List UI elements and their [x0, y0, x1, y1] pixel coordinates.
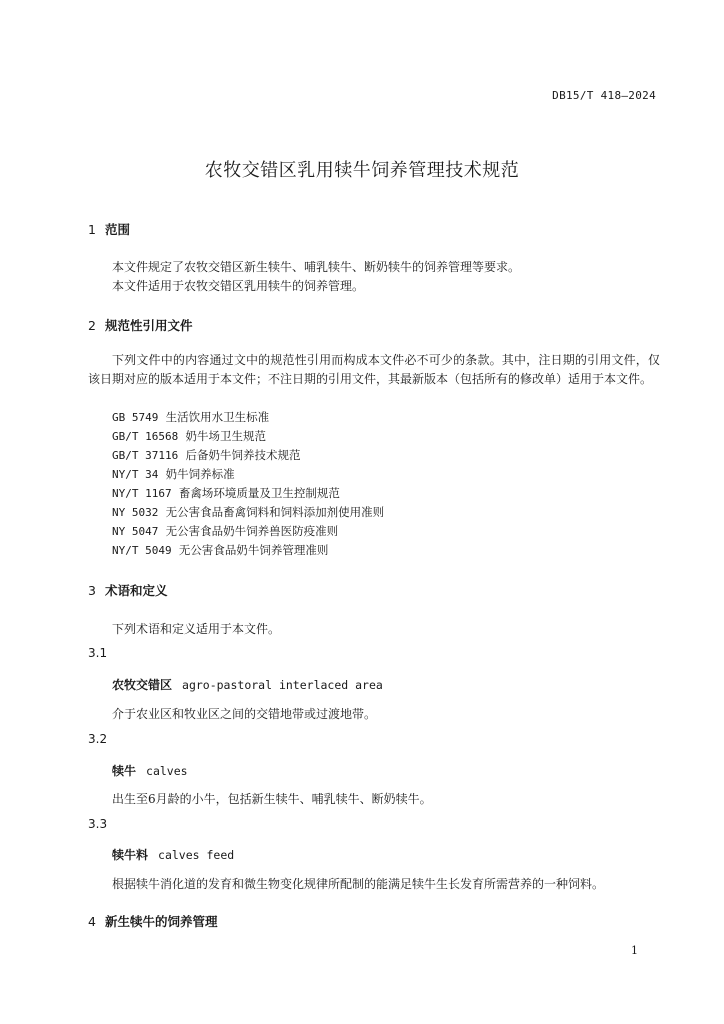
paragraph: 下列术语和定义适用于本文件。 [112, 622, 281, 636]
reference-name: 生活饮用水卫生标准 [165, 410, 270, 424]
reference-code: GB/T 16568 [112, 430, 179, 443]
term-zh: 农牧交错区 [112, 678, 173, 692]
reference-code: NY/T 34 [112, 468, 159, 481]
section-number: 1 [88, 222, 96, 237]
term-entry [112, 762, 188, 779]
section-title: 规范性引用文件 [105, 318, 193, 333]
term-entry [112, 846, 234, 863]
reference-name: 畜禽场环境质量及卫生控制规范 [178, 486, 340, 500]
reference-name: 后备奶牛饲养技术规范 [185, 448, 301, 462]
section-number: 4 [88, 914, 96, 929]
section-title: 范围 [105, 222, 131, 237]
term-definition: 出生至6月龄的小牛，包括新生犊牛、哺乳犊牛、断奶犊牛。 [112, 792, 432, 806]
reference-item [112, 504, 384, 520]
paragraph: 本文件适用于农牧交错区乳用犊牛的饲养管理。 [112, 279, 365, 293]
clause-number: 3.2 [88, 732, 108, 746]
section-heading-scope [88, 220, 130, 238]
section-number: 3 [88, 583, 96, 598]
section-heading-terms-and-definitions [88, 581, 168, 599]
standard-number: DB15/T 418—2024 [552, 89, 656, 102]
reference-item [112, 428, 266, 444]
reference-item [112, 542, 328, 558]
section-title: 术语和定义 [105, 583, 168, 598]
reference-code: NY/T 5049 [112, 544, 172, 557]
reference-item [112, 409, 269, 425]
reference-name: 奶牛饲养标准 [165, 467, 235, 481]
reference-item [112, 523, 338, 539]
clause-number: 3.1 [88, 646, 108, 660]
reference-name: 无公害食品奶牛饲养兽医防疫准则 [165, 524, 339, 538]
term-definition: 根据犊牛消化道的发育和微生物变化规律所配制的能满足犊牛生长发育所需营养的一种饲料。 [112, 877, 605, 891]
section-title: 新生犊牛的饲养管理 [105, 914, 218, 929]
reference-code: GB/T 37116 [112, 449, 179, 462]
term-en: agro-pastoral interlaced area [182, 678, 383, 692]
reference-code: NY 5032 [112, 506, 159, 519]
section-number: 2 [88, 318, 96, 333]
term-en: calves feed [158, 848, 235, 862]
clause-number: 3.3 [88, 817, 108, 831]
term-entry [112, 676, 383, 693]
term-zh: 犊牛料 [112, 848, 149, 862]
reference-item [112, 485, 340, 501]
page-number: 1 [631, 944, 638, 957]
reference-name: 无公害食品畜禽饲料和饲料添加剂使用准则 [165, 505, 385, 519]
term-definition: 介于农业区和牧业区之间的交错地带或过渡地带。 [112, 707, 377, 721]
reference-item [112, 466, 235, 482]
reference-item [112, 447, 301, 463]
paragraph: 下列文件中的内容通过文中的规范性引用而构成本文件必不可少的条款。其中，注日期的引用文件，仅该日期对应的版本适用于本文件；不注日期的引用文件，其最新版本（包括所有的修改单）适用于本文件。 [88, 353, 660, 386]
reference-code: GB 5749 [112, 411, 159, 424]
term-en: calves [146, 764, 188, 778]
reference-name: 无公害食品奶牛饲养管理准则 [178, 543, 329, 557]
reference-code: NY/T 1167 [112, 487, 172, 500]
section-heading-normative-references [88, 316, 193, 334]
section-heading-newborn-calves [88, 912, 218, 930]
reference-code: NY 5047 [112, 525, 159, 538]
paragraph: 本文件规定了农牧交错区新生犊牛、哺乳犊牛、断奶犊牛的饲养管理等要求。 [112, 260, 521, 274]
document-title: 农牧交错区乳用犊牛饲养管理技术规范 [204, 160, 520, 181]
reference-name: 奶牛场卫生规范 [185, 429, 267, 443]
term-zh: 犊牛 [112, 764, 137, 778]
